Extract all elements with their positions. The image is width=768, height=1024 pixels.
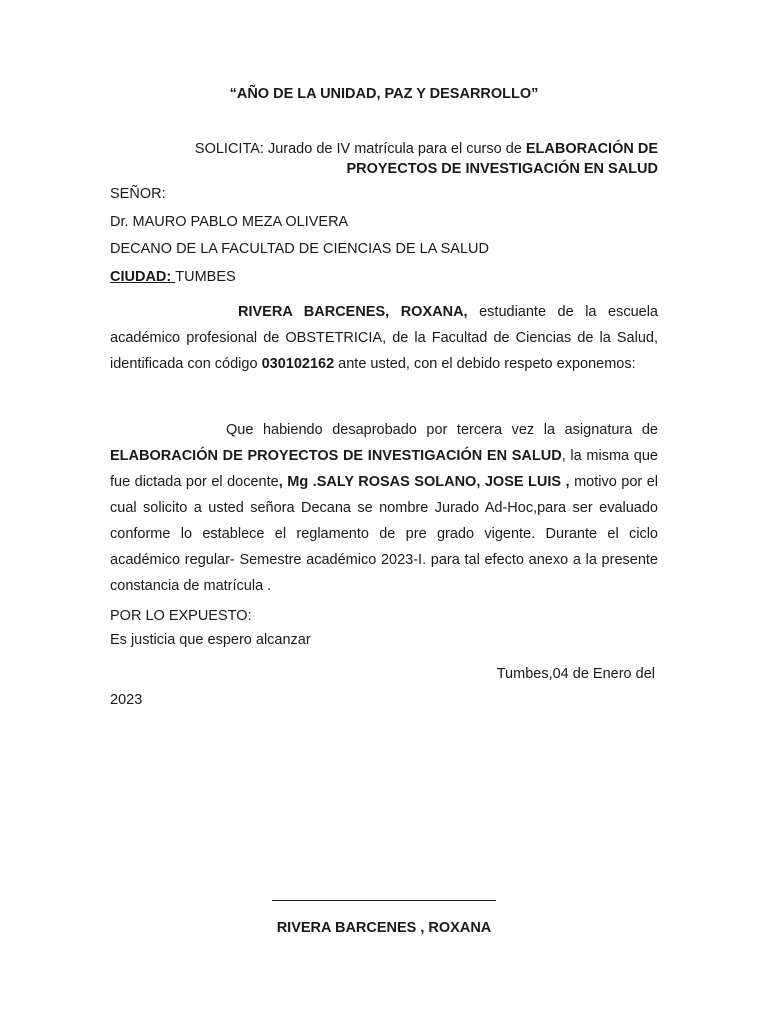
por-lo-expuesto: POR LO EXPUESTO: [110, 608, 252, 624]
body-text-2: , la misma que fue dictada por el docente [110, 448, 658, 490]
addressee-name: Dr. MAURO PABLO MEZA OLIVERA [110, 214, 349, 230]
addressee-position: DECANO DE LA FACULTAD DE CIENCIAS DE LA SALUD [110, 241, 489, 257]
solicita-course-part1: ELABORACIÓN DE [525, 141, 658, 157]
intro-text-2: ante usted, con el debido respeto exponemos: [334, 356, 636, 372]
signature-name: RIVERA BARCENES , ROXANA [276, 920, 492, 936]
salutation: SEÑOR: [110, 186, 166, 202]
city-line [110, 269, 236, 285]
justicia-line: Es justicia que espero alcanzar [110, 632, 311, 648]
city-label: CIUDAD: [110, 269, 176, 285]
body-text-3: motivo por el cual solicito a usted señora Decana se nombre Jurado Ad-Hoc,para ser evaluado conforme lo establece el reglamento de pre grado vigente. Durante el ciclo académico regular- Semestre académico 2023-I. para tal efecto anexo a la presente constancia de matrícula . [110, 474, 658, 594]
date-line-1: Tumbes,04 de Enero del [496, 666, 655, 682]
student-code: 030102162 [261, 356, 335, 372]
body-teacher: , Mg .SALY ROSAS SOLANO, JOSE LUIS , [278, 474, 570, 490]
intro-text-1: estudiante de la escuela académico profesional de OBSTETRICIA, de la Facultad de Ciencias de la Salud, identificada con código [110, 304, 658, 372]
year-title: “AÑO DE LA UNIDAD, PAZ Y DESARROLLO” [229, 86, 539, 102]
student-name: RIVERA BARCENES, ROXANA, [238, 304, 468, 320]
body-text-1: Que habiendo desaprobado por tercera vez la asignatura de [226, 422, 658, 438]
date-line-2: 2023 [110, 692, 143, 708]
intro-paragraph [110, 299, 658, 377]
signature-line [272, 900, 496, 901]
city-value: TUMBES [175, 269, 236, 285]
body-paragraph [110, 417, 658, 599]
body-course: ELABORACIÓN DE PROYECTOS DE INVESTIGACIÓN EN SALUD [110, 448, 562, 464]
solicita-course-part2: PROYECTOS DE INVESTIGACIÓN EN SALUD [346, 161, 658, 177]
solicita-block [160, 139, 658, 179]
solicita-lead: SOLICITA: Jurado de IV matrícula para el curso de [194, 141, 526, 157]
